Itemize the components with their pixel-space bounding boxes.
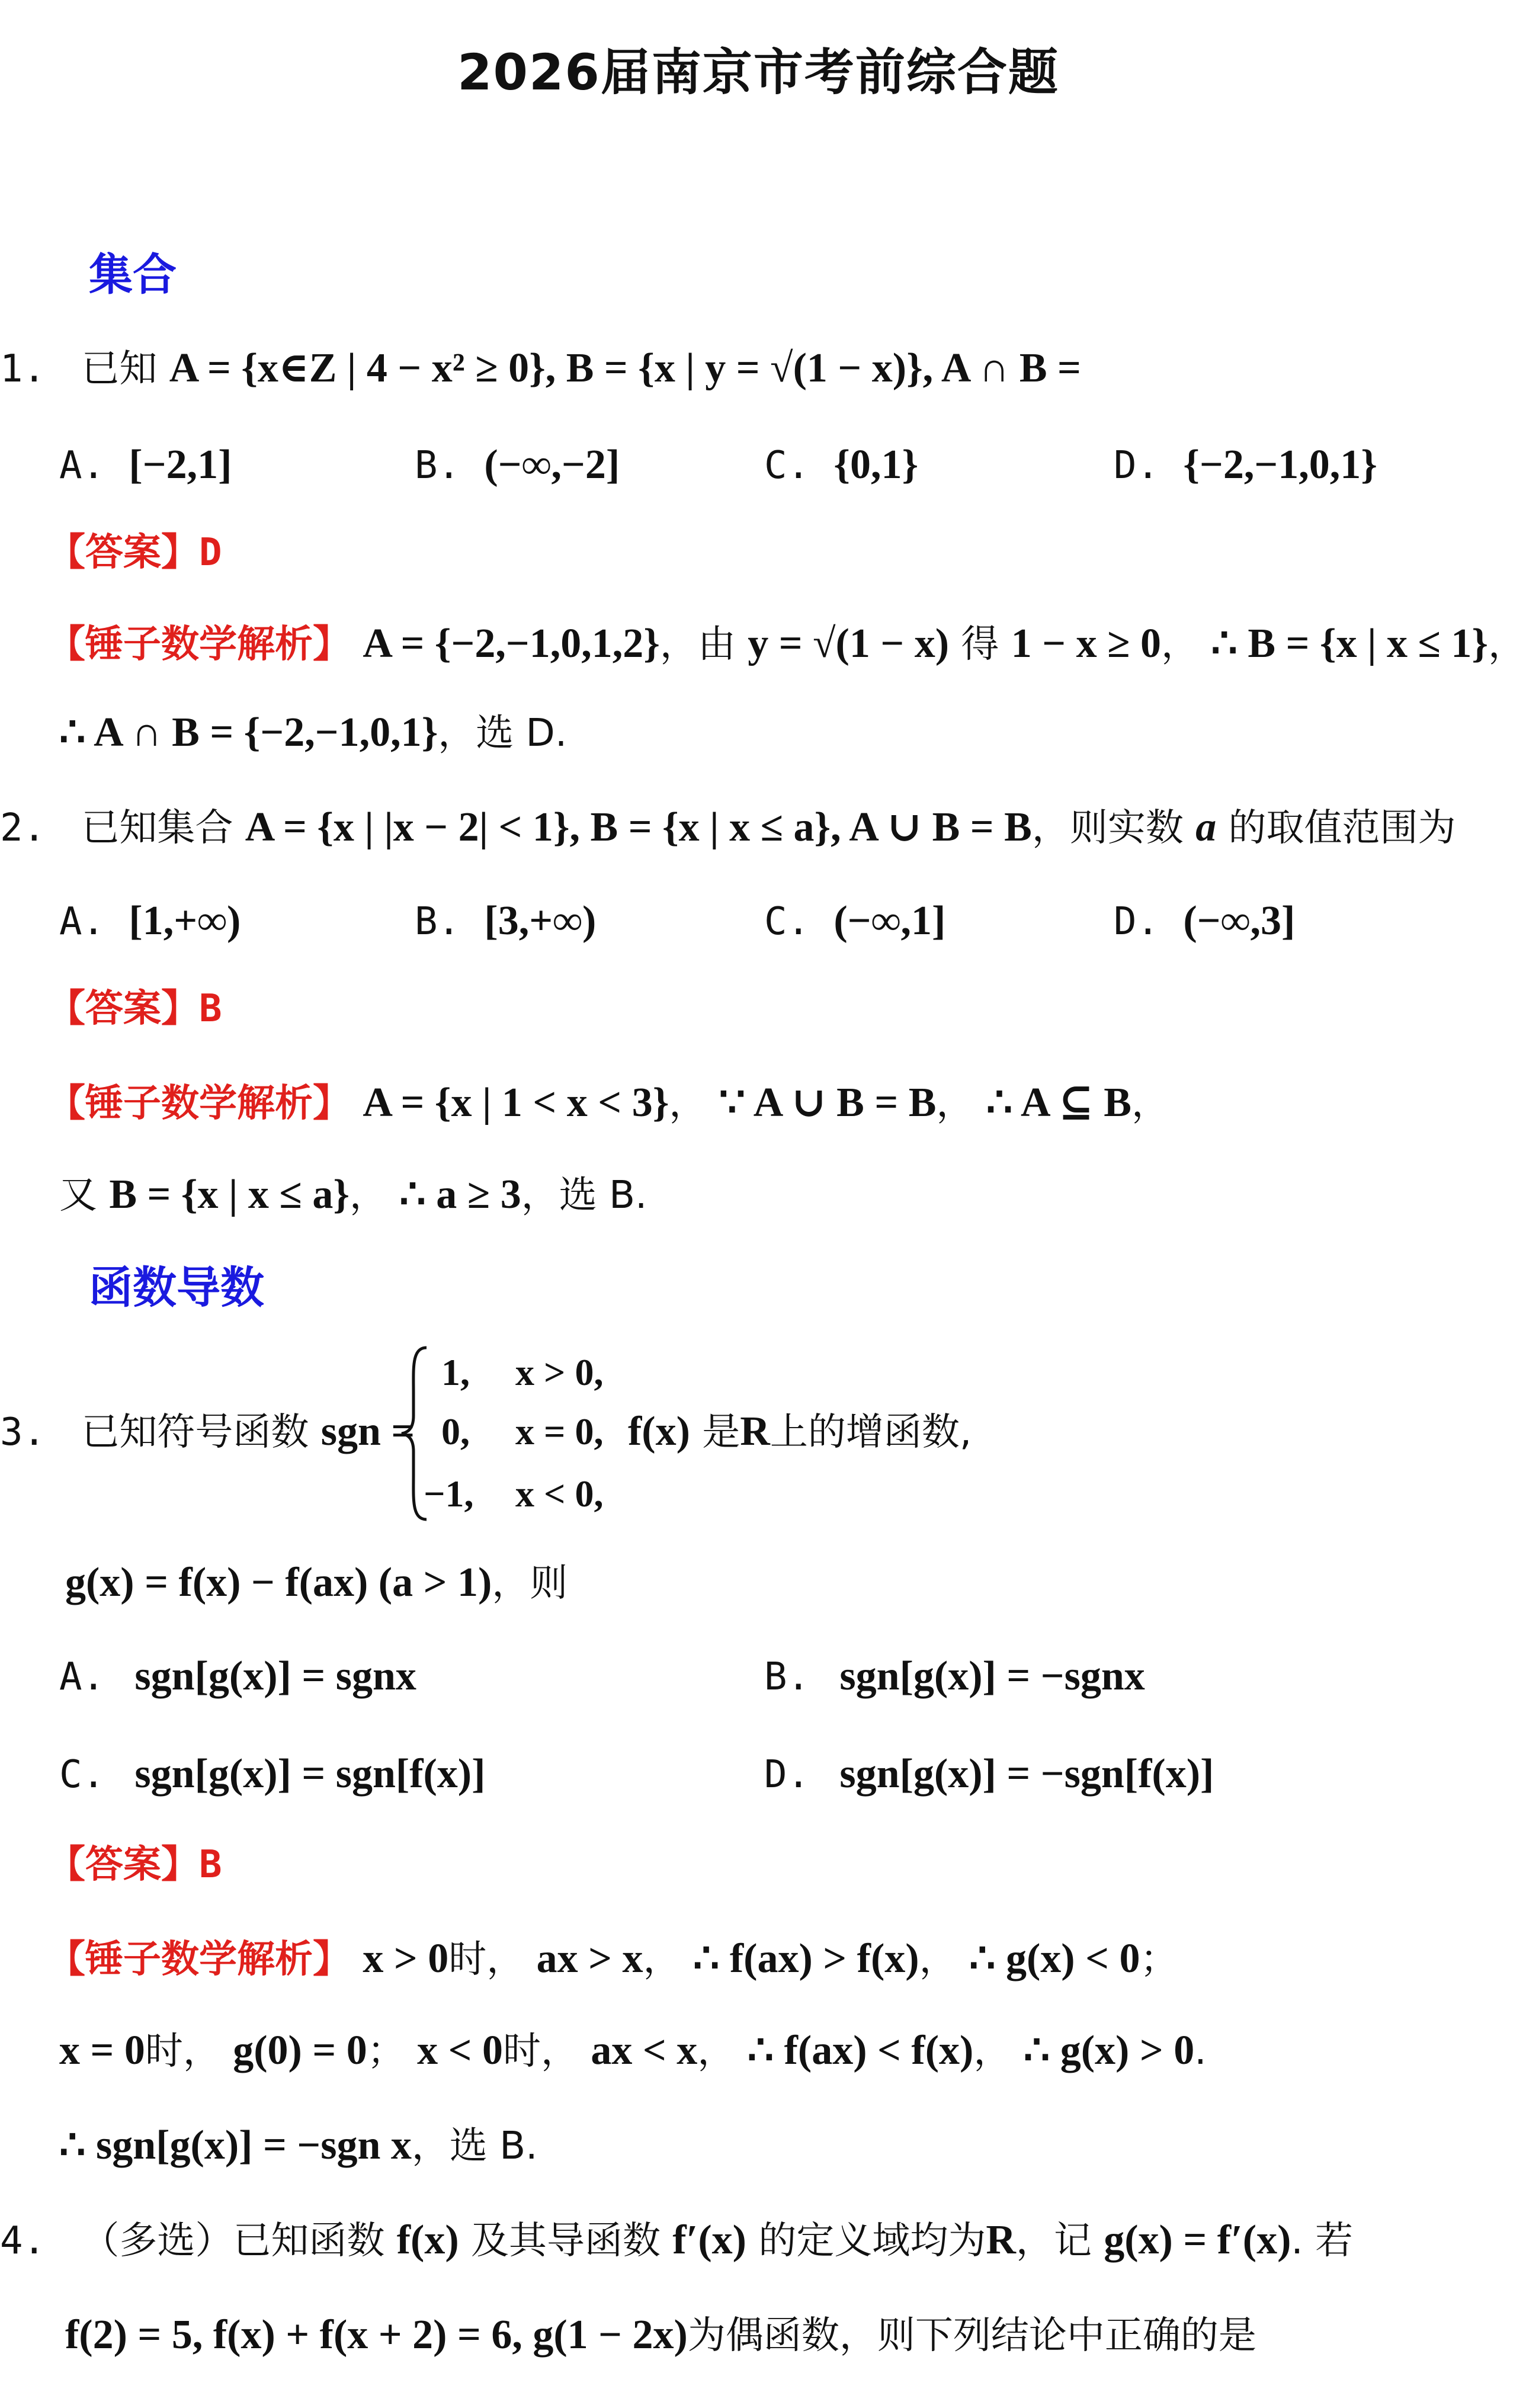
question-number: 4. <box>0 2219 46 2263</box>
question-3-stem: 3. 已知符号函数 sgn = <box>0 1409 415 1454</box>
analysis-line: ∴ A ∩ B = {−2,−1,0,1}，选 D. <box>59 710 568 755</box>
option-c: C. {0,1} <box>764 442 919 488</box>
page-title: 2026届南京市考前综合题 <box>457 43 1059 101</box>
option-b: B. (−∞,−2] <box>415 442 620 488</box>
question-4-stem: 4. （多选）已知函数 f(x) 及其导函数 f′(x) 的定义域均为R，记 g(x) = f′(x). 若 <box>0 2217 1354 2263</box>
question-3-stem-tail: f(x) 是R上的增函数, <box>628 1409 972 1454</box>
question-4-line2: f(2) = 5, f(x) + f(x + 2) = 6, g(1 − 2x)为偶函数，则下列结论中正确的是 <box>65 2312 1256 2358</box>
piecewise-condition: x < 0, <box>515 1473 604 1515</box>
question-number: 2. <box>0 806 46 850</box>
option-a: A. [1,+∞) <box>59 898 241 944</box>
answer-value: D <box>199 531 222 575</box>
section-title-functions: 函数导数 <box>89 1262 264 1313</box>
option-d: D. {−2,−1,0,1} <box>1114 442 1377 488</box>
question-number: 3. <box>0 1410 46 1454</box>
option-a: A. sgn[g(x)] = sgnx <box>59 1653 416 1699</box>
question-lead: 已知 <box>81 347 158 391</box>
analysis-line: 【锤子数学解析】 A = {−2,−1,0,1,2}，由 y = √(1 − x) 得 1 − x ≥ 0， ∴ B = {x | x ≤ 1}， <box>47 621 1526 666</box>
analysis-line: ∴ sgn[g(x)] = −sgn x，选 B. <box>59 2122 538 2168</box>
option-c: C. (−∞,1] <box>764 898 946 944</box>
answer-line: 【答案】B <box>47 1843 222 1887</box>
section-title-sets: 集合 <box>89 249 177 300</box>
answer-line: 【答案】B <box>47 987 222 1031</box>
option-d: D. (−∞,3] <box>1114 898 1296 944</box>
piecewise-case: −1, <box>424 1473 474 1515</box>
question-3-line2: g(x) = f(x) − f(ax) (a > 1)，则 <box>65 1560 568 1605</box>
analysis-line: 【锤子数学解析】 x > 0时， ax > x， ∴ f(ax) > f(x)， ∴ g(x) < 0； <box>47 1936 1178 1981</box>
analysis-line: 又 B = {x | x ≤ a}， ∴ a ≥ 3，选 B. <box>59 1172 647 1217</box>
option-b: B. sgn[g(x)] = −sgnx <box>764 1653 1145 1699</box>
option-a: A. [−2,1] <box>59 442 232 488</box>
question-2-stem: 2. 已知集合 A = {x | |x − 2| < 1}, B = {x | x ≤ a}, A ∪ B = B，则实数 a 的取值范围为 <box>0 804 1456 850</box>
option-d: D. sgn[g(x)] = −sgn[f(x)] <box>764 1751 1214 1797</box>
analysis-line: 【锤子数学解析】 A = {x | 1 < x < 3}， ∵ A ∪ B = B， ∴ A ⊆ B， <box>47 1080 1169 1126</box>
answer-line <box>47 530 222 576</box>
question-math: A = {x∈Z | 4 − x² ≥ 0}, B = {x | y = √(1 − x)}, A ∩ B = <box>169 345 1081 391</box>
piecewise-condition: x = 0, <box>515 1410 604 1453</box>
piecewise-case: 1, <box>441 1351 470 1393</box>
question-1-stem <box>0 344 1081 393</box>
analysis-line: x = 0时， g(0) = 0； x < 0时， ax < x， ∴ f(ax) < f(x)， ∴ g(x) > 0. <box>59 2028 1207 2073</box>
option-c: C. sgn[g(x)] = sgn[f(x)] <box>59 1751 486 1797</box>
piecewise-case: 0, <box>441 1410 470 1453</box>
answer-tag: 【答案】 <box>47 531 199 575</box>
piecewise-condition: x > 0, <box>515 1351 604 1393</box>
option-b: B. [3,+∞) <box>415 898 597 944</box>
analysis-tag: 【锤子数学解析】 <box>47 623 351 666</box>
question-number: 1. <box>0 347 46 391</box>
